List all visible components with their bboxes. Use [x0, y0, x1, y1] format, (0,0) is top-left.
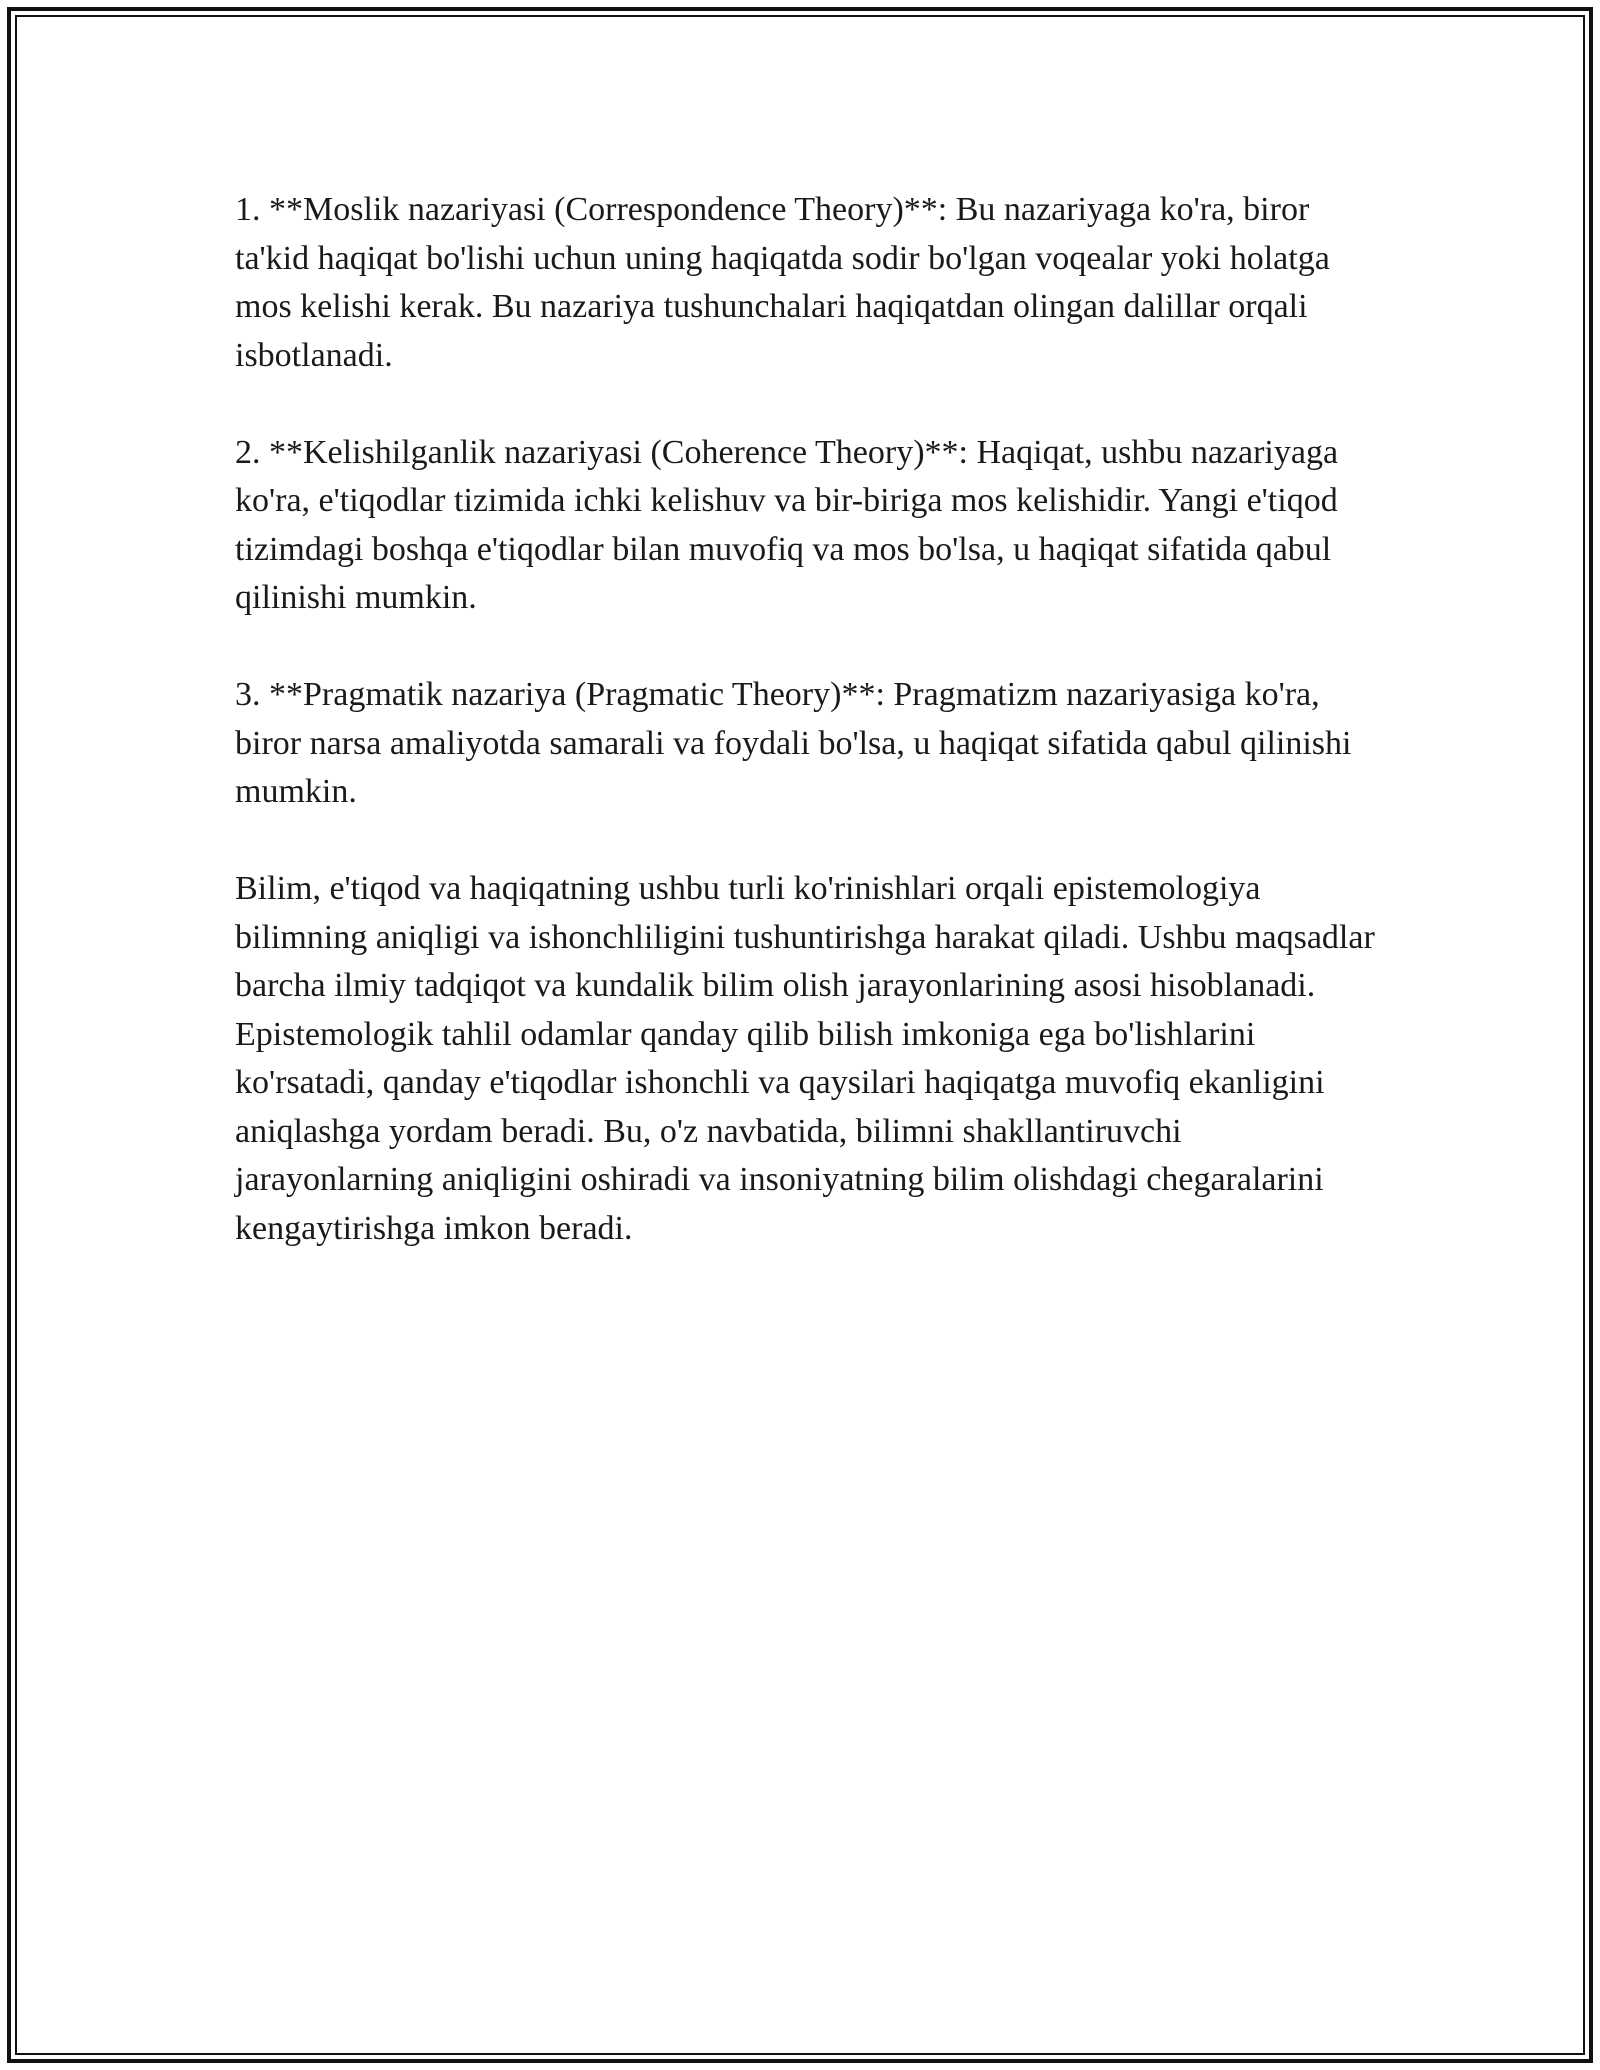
paragraph-correspondence-theory: 1. **Moslik nazariyasi (Correspondence Theory)**: Bu nazariyaga ko'ra, biror ta'kid haqiqat bo'lishi uchun uning haqiqatda sodir bo'lgan voqealar yoki holatga mos kelishi kerak. Bu nazariya tushunchalari haqiqatdan olingan dalillar orqali isbotlanadi. [235, 191, 1330, 374]
paragraph-pragmatic-theory: 3. **Pragmatik nazariya (Pragmatic Theory)**: Pragmatizm nazariyasiga ko'ra, biror narsa amaliyotda samarali va foydali bo'lsa, u haqiqat sifatida qabul qilinishi mumkin. [235, 676, 1352, 810]
paragraph-coherence-theory: 2. **Kelishilganlik nazariyasi (Coherence Theory)**: Haqiqat, ushbu nazariyaga ko'ra, e'tiqodlar tizimida ichki kelishuv va bir-biriga mos kelishidir. Yangi e'tiqod tizimdagi boshqa e'tiqodlar bilan muvofiq va mos bo'lsa, u haqiqat sifatida qabul qilinishi mumkin. [235, 433, 1339, 616]
paragraph-conclusion: Bilim, e'tiqod va haqiqatning ushbu turli ko'rinishlari orqali epistemologiya bilimning aniqligi va ishonchliligini tushuntirishga harakat qiladi. Ushbu maqsadlar barcha ilmiy tadqiqot va kundalik bilim olish jarayonlarining asosi hisoblanadi. Epistemologik tahlil odamlar qanday qilib bilish imkoniga ega bo'lishlarini ko'rsatadi, qanday e'tiqodlar ishonchli va qaysilari haqiqatga muvofiq ekanligini aniqlashga yordam beradi. Bu, o'z navbatida, bilimni shakllantiruvchi jarayonlarning aniqligini oshiradi va insoniyatning bilim olishdagi chegaralarini kengaytirishga imkon beradi. [235, 870, 1375, 1247]
document-body [235, 186, 1375, 1253]
